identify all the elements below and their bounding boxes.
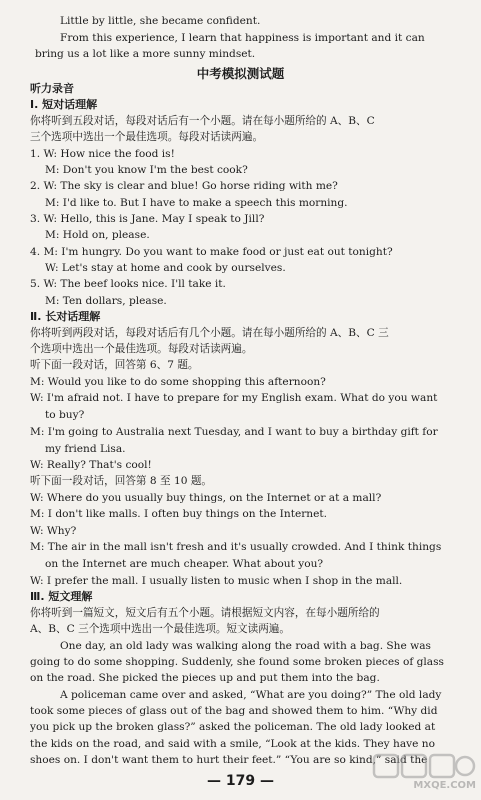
dialogue-line: M: I'm going to Australia next Tuesday, and I want to buy a birthday gift for <box>30 426 438 438</box>
dialogue-line: 4. M: I'm hungry. Do you want to make food or just eat out tonight? <box>30 246 393 258</box>
dialogue-line: W: I prefer the mall. I usually listen to music when I shop in the mall. <box>30 575 403 587</box>
part-heading: Ⅱ. 长对话理解 <box>30 310 101 323</box>
dialogue-line: W: Where do you usually buy things, on the Internet or at a mall? <box>30 492 382 504</box>
section-heading: 听力录音 <box>30 82 74 95</box>
passage-line: the kids on the road, and said with a smile, “Look at the kids. They have no <box>30 738 435 750</box>
dialogue-line: M: I don't like malls. I often buy things on the Internet. <box>30 508 327 520</box>
dialogue-line: my friend Lisa. <box>45 443 126 455</box>
watermark-icon <box>372 752 476 782</box>
instruction-line: 三个选项中选出一个最佳选项。每段对话读两遍。 <box>30 131 264 143</box>
dialogue-line: W: I'm afraid not. I have to prepare for my English exam. What do you want <box>30 392 438 404</box>
passage-line: shoes on. I don't want them to hurt their feet.” “You are so kind,” said the <box>30 754 428 766</box>
instruction-line: 个选项中选出一个最佳选项。每段对话读两遍。 <box>30 343 253 355</box>
dialogue-line: M: Don't you know I'm the best cook? <box>45 164 248 176</box>
part-heading: Ⅲ. 短文理解 <box>30 590 93 603</box>
dialogue-line: to buy? <box>45 409 85 421</box>
passage-line: on the road. She picked the pieces up and put them into the bag. <box>30 672 380 684</box>
instruction-line: 听下面一段对话，回答第 8 至 10 题。 <box>30 475 213 487</box>
instruction-line: 你将听到两段对话，每段对话后有几个小题。请在每小题所给的 A、B、C 三 <box>30 327 389 339</box>
page-title: 中考模拟测试题 <box>196 66 285 81</box>
dialogue-line: W: Why? <box>30 525 77 537</box>
dialogue-line: 5. W: The beef looks nice. I'll take it. <box>30 278 226 290</box>
watermark-text: MXQE.COM <box>413 780 476 791</box>
dialogue-line: M: Ten dollars, please. <box>45 295 167 307</box>
dialogue-line: 2. W: The sky is clear and blue! Go horse riding with me? <box>30 180 338 192</box>
intro-line: From this experience, I learn that happiness is important and it can <box>60 32 425 44</box>
dialogue-line: M: I'd like to. But I have to make a speech this morning. <box>45 197 348 209</box>
intro-line: Little by little, she became confident. <box>60 15 261 27</box>
intro-line: bring us a lot like a more sunny mindset. <box>35 48 256 60</box>
page-number: — 179 — <box>207 773 274 789</box>
instruction-line: 你将听到五段对话，每段对话后有一个小题。请在每小题所给的 A、B、C <box>30 115 375 127</box>
passage-line: One day, an old lady was walking along the road with a bag. She was <box>60 640 431 652</box>
dialogue-line: W: Let's stay at home and cook by ourselves. <box>45 262 286 274</box>
dialogue-line: 1. W: How nice the food is! <box>30 148 175 160</box>
dialogue-line: M: The air in the mall isn't fresh and it's usually crowded. And I think things <box>30 541 442 553</box>
instruction-line: 听下面一段对话，回答第 6、7 题。 <box>30 359 199 371</box>
part-heading: Ⅰ. 短对话理解 <box>30 98 98 111</box>
dialogue-line: 3. W: Hello, this is Jane. May I speak to Jill? <box>30 213 265 225</box>
instruction-line: A、B、C 三个选项中选出一个最佳选项。短文读两遍。 <box>30 623 290 635</box>
passage-line: A policeman came over and asked, “What are you doing?” The old lady <box>60 689 442 701</box>
passage-line: going to do some shopping. Suddenly, she found some broken pieces of glass <box>30 656 444 668</box>
watermark-logo <box>372 752 476 796</box>
passage-line: took some pieces of glass out of the bag and showed them to him. “Why did <box>30 705 438 717</box>
dialogue-line: W: Really? That's cool! <box>30 459 152 471</box>
instruction-line: 你将听到一篇短文，短文后有五个小题。请根据短文内容，在每小题所给的 <box>30 607 380 619</box>
passage-line: you pick up the broken glass?” asked the policeman. The old lady looked at <box>30 721 436 733</box>
dialogue-line: on the Internet are much cheaper. What about you? <box>45 558 324 570</box>
dialogue-line: M: Would you like to do some shopping this afternoon? <box>30 376 326 388</box>
dialogue-line: M: Hold on, please. <box>45 229 150 241</box>
